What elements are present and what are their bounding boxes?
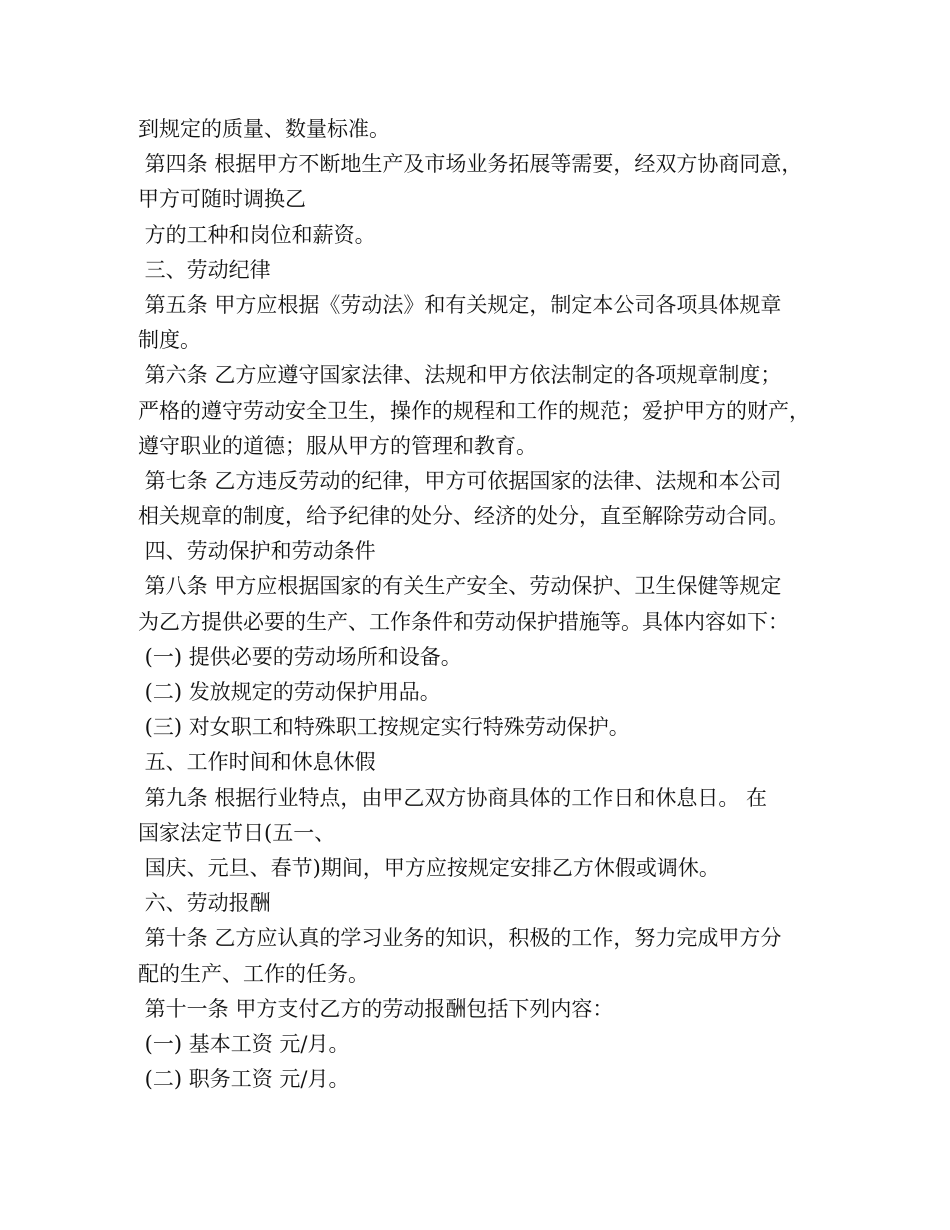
article-9-line: 第九条 根据行业特点，由甲乙双方协商具体的工作日和休息日。 在: [138, 785, 768, 810]
section-heading-remuneration: 六、劳动报酬: [138, 891, 271, 916]
text-line: 相关规章的制度，给予纪律的处分、经济的处分，直至解除劳动合同。: [138, 504, 789, 529]
list-item: (一) 提供必要的劳动场所和设备。: [138, 644, 462, 669]
article-10-line: 第十条 乙方应认真的学习业务的知识，积极的工作，努力完成甲方分: [138, 926, 782, 951]
section-heading-discipline: 三、劳动纪律: [138, 257, 271, 282]
text-line: 遵守职业的道德；服从甲方的管理和教育。: [138, 433, 537, 458]
article-6-line: 第六条 乙方应遵守国家法律、法规和甲方依法制定的各项规章制度；: [138, 363, 782, 388]
list-item: (二) 发放规定的劳动保护用品。: [138, 680, 441, 704]
text-line: 国庆、元旦、春节)期间，甲方应按规定安排乙方休假或调休。: [138, 855, 720, 880]
text-line: 制度。: [138, 328, 201, 353]
list-item: (一) 基本工资 元/月。: [138, 1031, 350, 1056]
article-11-line: 第十一条 甲方支付乙方的劳动报酬包括下列内容：: [138, 996, 614, 1021]
text-line: 严格的遵守劳动安全卫生，操作的规程和工作的规范；爱护甲方的财产，: [138, 398, 810, 423]
section-heading-working-hours: 五、工作时间和休息休假: [138, 750, 376, 775]
document-body: [138, 112, 828, 1097]
text-line: 国家法定节日(五一、: [138, 820, 336, 845]
text-line: 为乙方提供必要的生产、工作条件和劳动保护措施等。具体内容如下：: [138, 609, 789, 634]
list-item: (三) 对女职工和特殊职工按规定实行特殊劳动保护。: [138, 715, 630, 740]
article-8-line: 第八条 甲方应根据国家的有关生产安全、劳动保护、卫生保健等规定: [138, 574, 782, 599]
text-line: 到规定的质量、数量标准。: [138, 117, 390, 141]
text-line: 方的工种和岗位和薪资。: [138, 222, 376, 247]
article-4-line: 第四条 根据甲方不断地生产及市场业务拓展等需要，经双方协商同意，: [138, 152, 803, 177]
list-item: (二) 职务工资 元/月。: [138, 1067, 350, 1092]
section-heading-protection: 四、劳动保护和劳动条件: [138, 539, 376, 564]
text-line: 配的生产、工作的任务。: [138, 961, 369, 986]
article-7-line: 第七条 乙方违反劳动的纪律，甲方可依据国家的法律、法规和本公司: [138, 468, 782, 493]
article-5-line: 第五条 甲方应根据《劳动法》和有关规定，制定本公司各项具体规章: [138, 292, 782, 317]
text-line: 甲方可随时调换乙: [138, 187, 306, 212]
